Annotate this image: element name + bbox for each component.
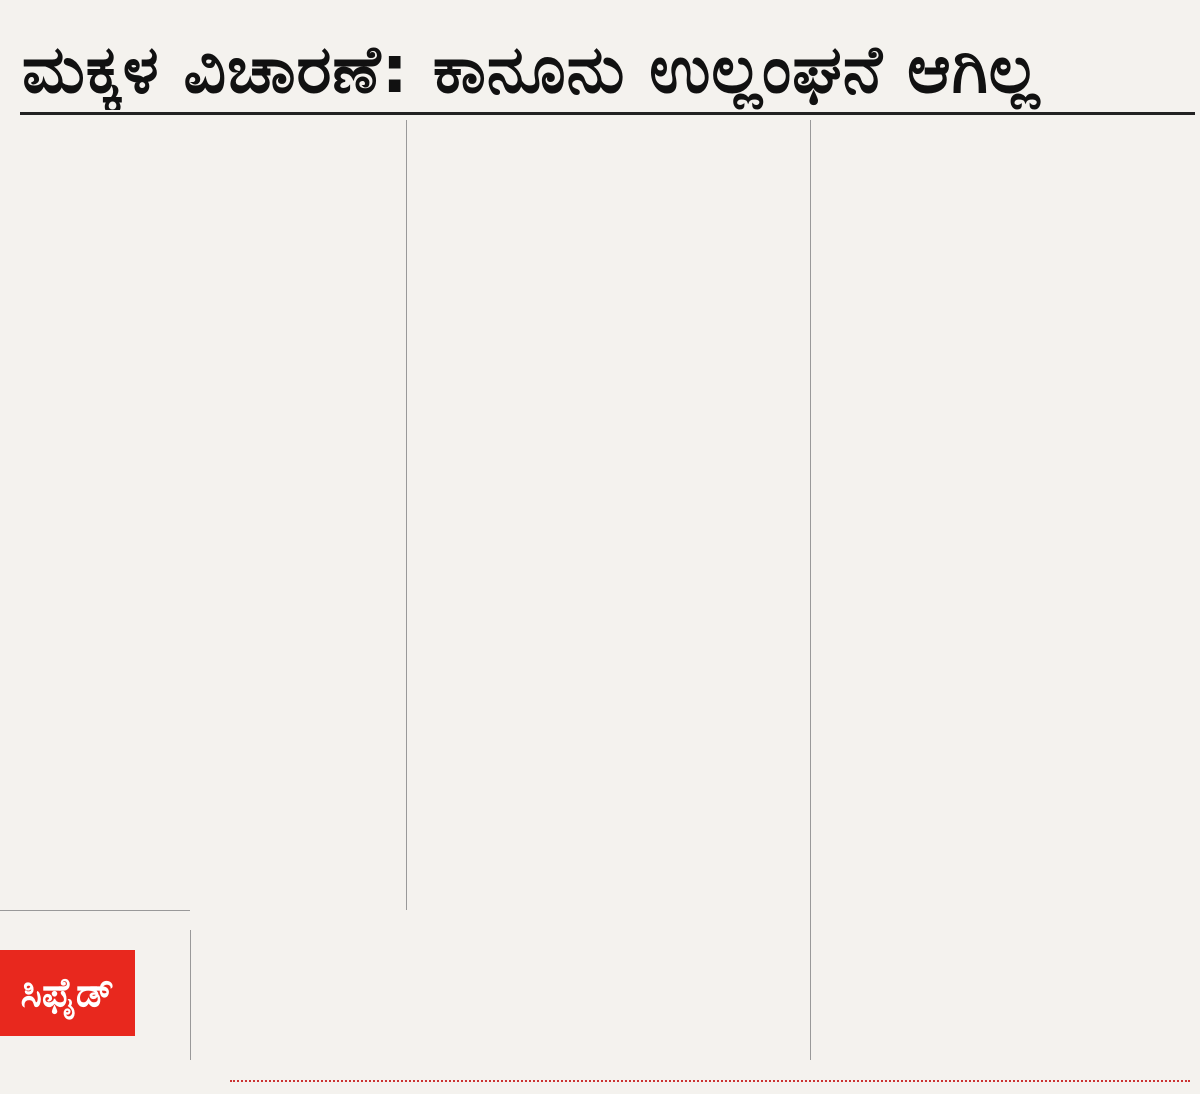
classified-ad-banner: ಸಿಫೈಡ್ — [0, 950, 135, 1036]
column-divider — [810, 120, 811, 1060]
ad-frame-top — [0, 910, 190, 911]
column-3 — [820, 120, 1200, 1020]
headline-rule — [20, 112, 1195, 115]
headline: ಮಕ್ಕಳ ವಿಚಾರಣೆ: ಕಾನೂನು ಉಲ್ಲಂಘನೆ ಆಗಿಲ್ಲ — [22, 31, 1041, 108]
dotted-border — [230, 1080, 1190, 1082]
ad-frame-side — [190, 930, 191, 1060]
column-2 — [415, 120, 807, 1060]
column-1-continued — [222, 920, 406, 1060]
column-divider — [406, 120, 407, 910]
column-1 — [30, 120, 422, 910]
